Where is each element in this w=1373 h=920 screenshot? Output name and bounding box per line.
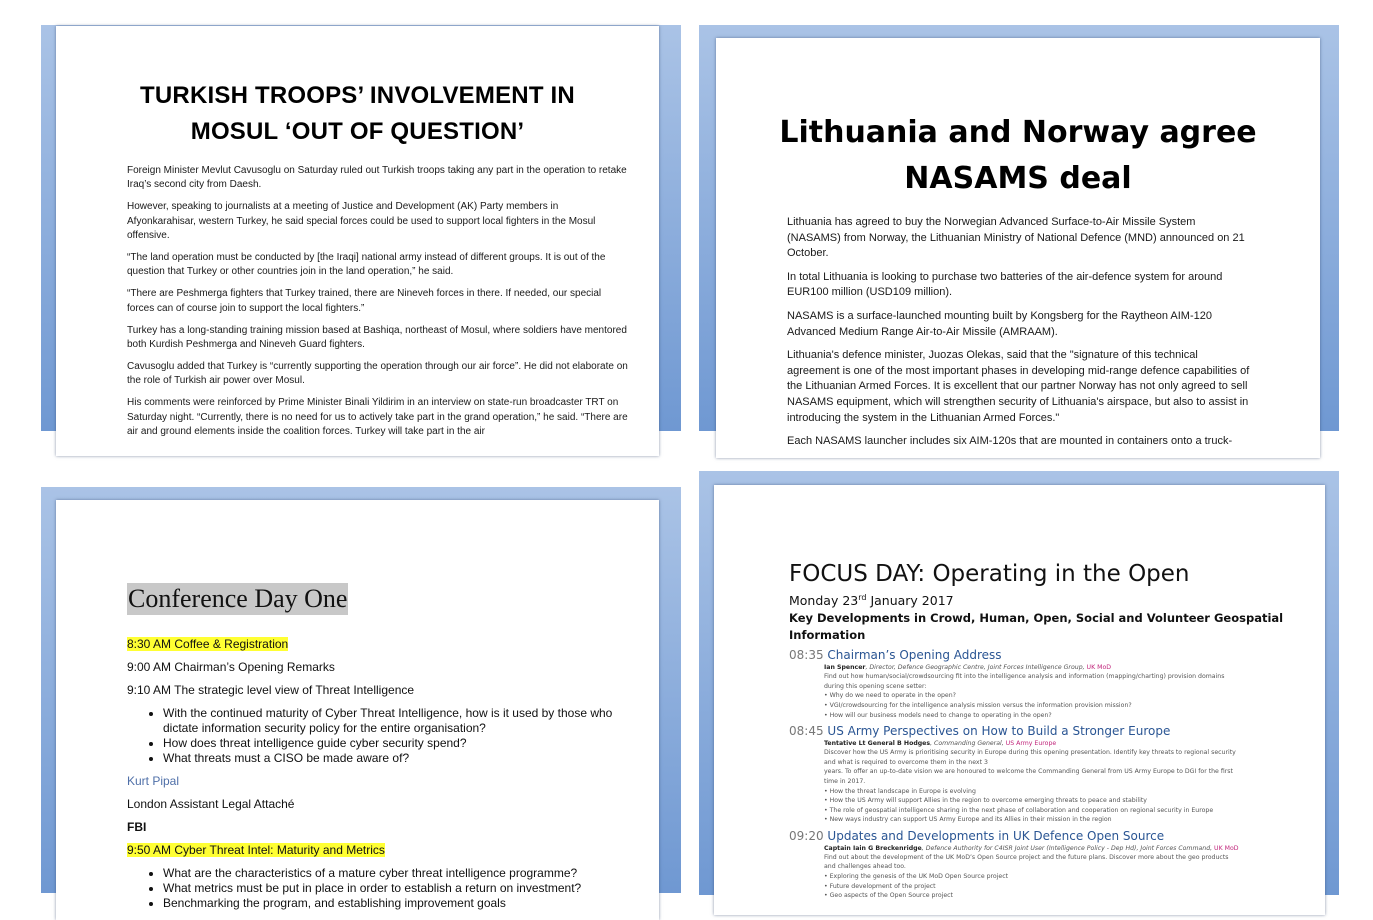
bullet-list [127, 866, 629, 911]
list-item: • What metrics must be put in place in order to establish a return on investment? [163, 881, 629, 896]
document-window-mosul [41, 25, 681, 438]
list-item: • What are the characteristics of a mature cyber threat intelligence programme? [163, 866, 629, 881]
document-window-focus-day [699, 471, 1339, 900]
agenda-title: Conference Day One [128, 584, 348, 613]
article-title: TURKISH TROOPS’ INVOLVEMENT IN MOSUL ‘OUT OF QUESTION’ [140, 82, 575, 145]
paragraph: Lithuania's defence minister, Juozas Olekas, said that the "signature of this technical agreement is one of the most important phases in developing mid-range defence capabilities of the Lithuanian Armed Forces. It is excellent that our partner Norway has not only agreed to sell NASAMS equipment, which will strengthen security of Lithuania's airspace, but also to assist in introducing the system in the Lithuanian Armed Forces." [787, 349, 1250, 424]
agenda-item-highlighted: 9:50 AM Cyber Threat Intel: Maturity and Metrics [127, 843, 385, 857]
session-speaker: Tentative Lt General B Hodges, Commanding General, US Army Europe [824, 740, 1057, 748]
speaker-name: Kurt Pipal [127, 774, 180, 788]
paragraph: Foreign Minister Mevlut Cavusoglu on Saturday ruled out Turkish troops taking any part in the operation to retake Iraq’s second city from Daesh. [127, 165, 627, 191]
paragraph: NASAMS is a surface-launched mounting built by Kongsberg for the Raytheon AIM-120 Advanced Medium Range Air-to-Air Missile (AMRAAM). [787, 309, 1212, 338]
session-speaker: Captain Iain G Breckenridge, Defence Authority for C4ISR Joint User (Intelligence Policy - Dep Hd), Joint Forces Command, UK MoD [824, 844, 1239, 852]
agenda-date: Monday 23rd January 2017 [789, 593, 954, 609]
article-body [716, 215, 1320, 450]
agenda-subtitle: Key Developments in Crowd, Human, Open, Social and Volunteer Geospatial Information [789, 611, 1284, 642]
document-window-nasams [699, 25, 1339, 448]
agenda-body [56, 615, 659, 911]
paragraph: “The land operation must be conducted by [the Iraqi] national army instead of different groups. It is out of the question that Turkey or other countries join in the land operation,” he said. [127, 252, 606, 278]
agenda-item: 9:10 AM The strategic level view of Threat Intelligence [127, 683, 415, 697]
paragraph: However, speaking to journalists at a meeting of Justice and Development (AK) Party members in Afyonkarahisar, western Turkey, he said special forces could be used to support local fighters in the Mosul offensive. [127, 201, 596, 242]
paragraph: Each NASAMS launcher includes six AIM-120s that are mounted in containers onto a truck- [787, 435, 1233, 448]
article-title: Lithuania and Norway agree NASAMS deal [779, 115, 1257, 196]
list-item: • What threats must a CISO be made aware of? [163, 751, 629, 766]
document-page [56, 500, 659, 920]
paragraph: Cavusoglu added that Turkey is “currently supporting the operation through our air force”. He did not elaborate on the role of Turkish air power over Mosul. [127, 360, 628, 387]
session-description: Discover how the US Army is prioritising security in Europe during this opening presentation. Identify key threats to regional security and what is required to overcome them in the next 3 years. To offer an up-to-date vision we are honoured to welcome the Commanding General from US Army Europe to DGI for the first time in 2017. • How the threat landscape in Europe is evolving • How the US Army will support Allies in the region to overcome emerging threats to peace and stability • The role of geospatial intelligence sharing in the next phase of collaboration and cooperation on regional security in Europe • New ways industry can support US Army Europe and its Allies in their mission in the region [824, 749, 1236, 824]
bullet-list [127, 706, 629, 766]
session-heading: 08:35 Chairman’s Opening Address [789, 648, 1002, 663]
paragraph: “There are Peshmerga fighters that Turkey trained, there are Nineveh forces in there. If needed, our special forces can of course join to support the local fighters.” [127, 288, 602, 314]
speaker-org: FBI [127, 820, 147, 834]
speaker-role: London Assistant Legal Attaché [127, 797, 295, 811]
document-page [714, 485, 1325, 915]
agenda-item: 9:00 AM Chairman’s Opening Remarks [127, 660, 335, 674]
paragraph: Turkey has a long-standing training mission based at Bashiqa, northeast of Mosul, where soldiers have mentored both Kurdish Peshmerga and Nineveh Guard fighters. [127, 324, 627, 351]
list-item: • Benchmarking the program, and establishing improvement goals [163, 896, 629, 911]
paragraph: In total Lithuania is looking to purchase two batteries of the air-defence system for around EUR100 million (USD109 million). [787, 270, 1223, 299]
document-page [56, 26, 659, 456]
paragraph: Lithuania has agreed to buy the Norwegian Advanced Surface-to-Air Missile System (NASAMS) from Norway, the Lithuanian Ministry of National Defence (MND) announced on 21 October. [787, 216, 1245, 260]
list-item: • With the continued maturity of Cyber Threat Intelligence, how is it used by those who dictate information security policy for the entire organisation? [163, 706, 629, 736]
session-heading: 09:20 Updates and Developments in UK Defence Open Source [789, 828, 1165, 843]
document-page [716, 38, 1320, 458]
agenda-body [714, 485, 1325, 901]
list-item: • How does threat intelligence guide cyber security spend? [163, 736, 629, 751]
session-heading: 08:45 US Army Perspectives on How to Build a Stronger Europe [789, 724, 1171, 739]
paragraph: His comments were reinforced by Prime Minister Binali Yildirim in an interview on state-run broadcaster TRT on Saturday night. “Currently, there is no need for us to actively take part in the grand operation,” he said. “There are air and ground elements inside the coalition forces. Turkey will take part in the air [127, 397, 628, 438]
session-description: Find out how human/social/crowdsourcing fit into the intelligence analysis and information (mapping/charting) provision domains during this opening scene setter: • Why do we need to operate in the open? • VGI/crowdsourcing for the intelligence analysis mission versus the information provision mission? • How will our business models need to change to operating in the open? [824, 673, 1225, 719]
agenda-item-highlighted: 8:30 AM Coffee & Registration [127, 637, 289, 651]
agenda-title: FOCUS DAY: Operating in the Open [789, 561, 1190, 587]
session-description: Find out about the development of the UK MoD’s Open Source project and the future plans. Discover more about the geo products and challenges ahead too. • Exploring the genesis of the UK MoD Open Source project • Future development of the project • Geo aspects of the Open Source project [824, 853, 1229, 900]
document-window-conference [41, 487, 681, 910]
session-speaker: Ian Spencer, Director, Defence Geographic Centre, Joint Forces Intelligence Group, UK MoD [824, 664, 1112, 672]
article-body [56, 164, 659, 440]
